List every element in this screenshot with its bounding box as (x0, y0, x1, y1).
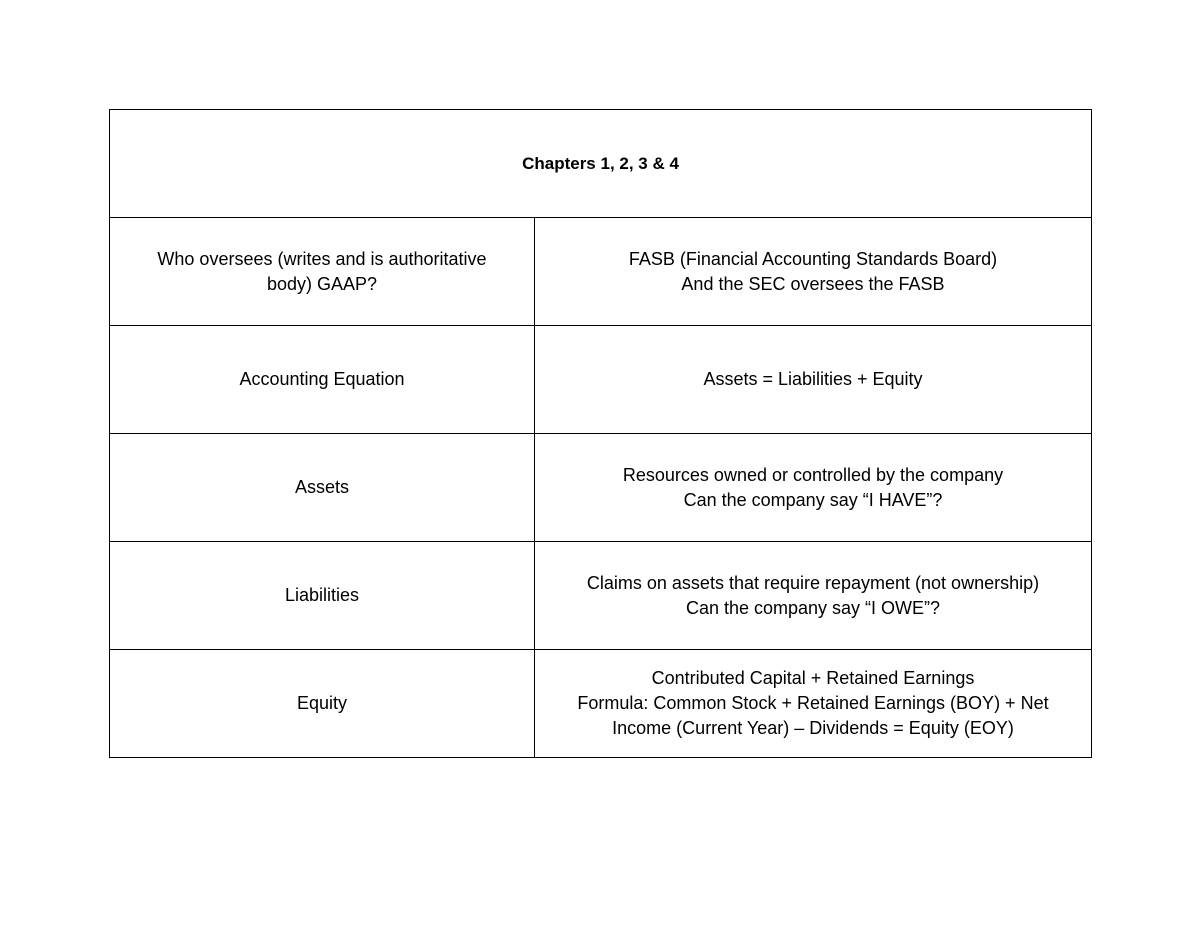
definition-line: Resources owned or controlled by the company (622, 464, 1004, 485)
definition-line: Can the company say “I HAVE”? (683, 489, 943, 510)
table-row (110, 434, 1092, 542)
definition-line: Claims on assets that require repayment (not ownership) (586, 572, 1040, 593)
study-table (109, 109, 1092, 758)
title-row (110, 110, 1092, 218)
definition-cell-gaap (535, 218, 1092, 326)
definition-line: Assets = Liabilities + Equity (703, 369, 923, 389)
table-title: Chapters 1, 2, 3 & 4 (110, 110, 1092, 218)
term-cell-assets: Assets (110, 434, 535, 542)
definition-line: FASB (Financial Accounting Standards Board) (628, 248, 998, 269)
term-cell-equity: Equity (110, 650, 535, 758)
definition-cell-assets (535, 434, 1092, 542)
definition-cell-liabilities (535, 542, 1092, 650)
definition-line: And the SEC oversees the FASB (681, 273, 945, 294)
definition-cell-accounting-equation (535, 326, 1092, 434)
table-row (110, 218, 1092, 326)
table-row (110, 542, 1092, 650)
term-cell-liabilities: Liabilities (110, 542, 535, 650)
table-row (110, 326, 1092, 434)
definition-line: Contributed Capital + Retained Earnings (651, 668, 975, 688)
term-cell-accounting-equation: Accounting Equation (110, 326, 535, 434)
definition-cell-equity (535, 650, 1092, 758)
table-row (110, 650, 1092, 758)
definition-line: Can the company say “I OWE”? (685, 597, 941, 618)
definition-line: Formula: Common Stock + Retained Earnings (BOY) + Net Income (Current Year) – Dividends = Equity (EOY) (577, 693, 1049, 738)
term-cell-gaap: Who oversees (writes and is authoritative body) GAAP? (110, 218, 535, 326)
